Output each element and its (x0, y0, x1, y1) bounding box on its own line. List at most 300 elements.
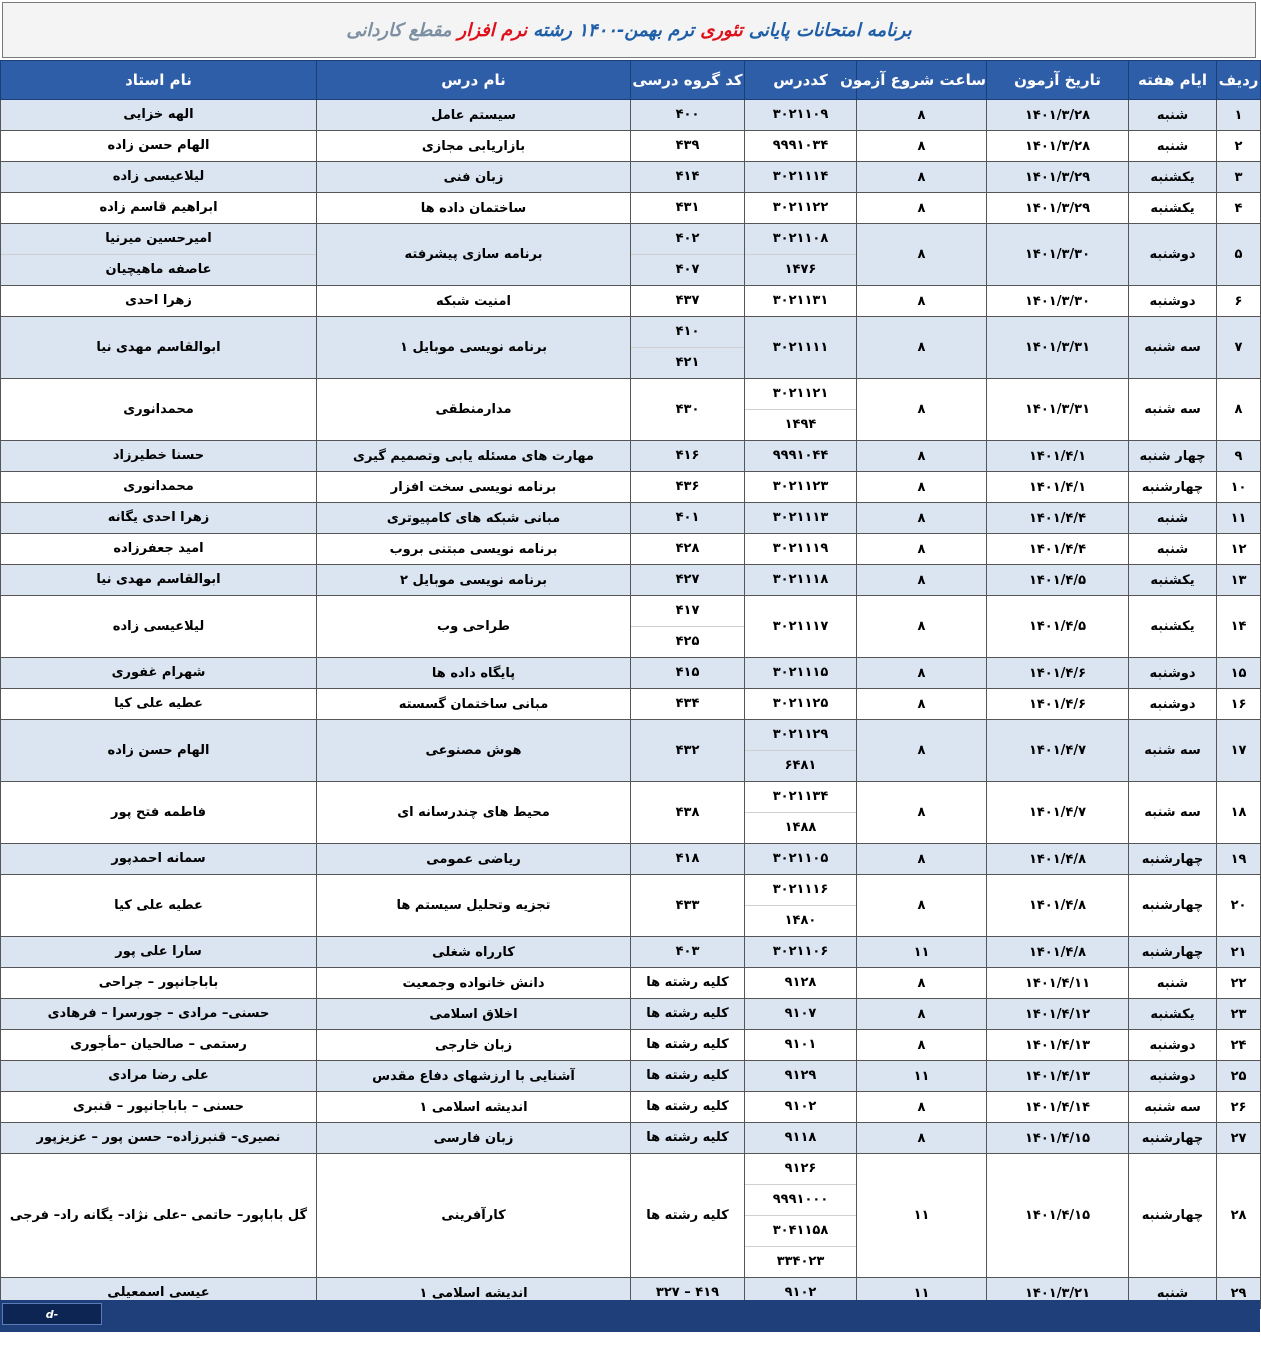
cell-row-number: ۲۲ (1217, 968, 1261, 999)
cell-course-name: بازاریابی مجازی (317, 131, 631, 162)
cell-course-name: طراحی وب (317, 596, 631, 658)
cell-course-code (745, 720, 857, 782)
cell-exam-date: ۱۴۰۱/۴/۵ (987, 565, 1129, 596)
cell-weekday: دوشنبه (1129, 224, 1217, 286)
cell-course-name: سیستم عامل (317, 100, 631, 131)
cell-course-code (745, 968, 857, 999)
cell-start-time: ۸ (857, 689, 987, 720)
cell-weekday: شنبه (1129, 1278, 1217, 1309)
cell-course-code (745, 1030, 857, 1061)
cell-course-code (745, 503, 857, 534)
cell-group-code (631, 968, 745, 999)
cell-professor-value: شهرام غفوری (111, 665, 206, 680)
cell-row-number: ۲۳ (1217, 999, 1261, 1030)
table-row (1, 193, 1261, 224)
cell-course-code-value: ۹۱۲۸ (784, 975, 817, 990)
cell-course-code-value: ۳۰۲۱۱۲۹ (745, 720, 856, 751)
cell-row-number: ۲ (1217, 131, 1261, 162)
cell-course-code (745, 658, 857, 689)
cell-course-code-value: ۱۴۹۴ (784, 417, 817, 432)
cell-group-code (631, 100, 745, 131)
cell-row-number: ۱۶ (1217, 689, 1261, 720)
cell-course-code (745, 999, 857, 1030)
cell-course-code-value: ۳۰۲۱۱۰۹ (772, 107, 829, 122)
cell-group-code-value: ۴۳۰ (675, 401, 700, 417)
cell-exam-date: ۱۴۰۱/۴/۱ (987, 441, 1129, 472)
cell-professor-value: ابراهیم قاسم زاده (99, 200, 218, 215)
cell-start-time: ۱۱ (857, 937, 987, 968)
cell-group-code (631, 1154, 745, 1278)
cell-row-number: ۲۷ (1217, 1123, 1261, 1154)
cell-professor (1, 224, 317, 286)
cell-professor (1, 968, 317, 999)
cell-exam-date: ۱۴۰۱/۳/۳۰ (987, 224, 1129, 286)
cell-group-code (631, 565, 745, 596)
cell-course-code (745, 844, 857, 875)
cell-row-number: ۱۴ (1217, 596, 1261, 658)
cell-start-time: ۸ (857, 720, 987, 782)
cell-course-name: برنامه سازی پیشرفته (317, 224, 631, 286)
cell-course-code (745, 937, 857, 968)
cell-course-name: ساختمان داده ها (317, 193, 631, 224)
table-row (1, 162, 1261, 193)
cell-group-code-value: ۴۲۵ (675, 634, 700, 649)
cell-group-code (631, 534, 745, 565)
cell-course-code-value: ۳۰۲۱۱۰۸ (745, 224, 856, 255)
table-row (1, 534, 1261, 565)
table-row (1, 875, 1261, 937)
cell-exam-date: ۱۴۰۱/۴/۱۲ (987, 999, 1129, 1030)
cell-group-code (631, 596, 745, 658)
cell-course-code (745, 100, 857, 131)
cell-course-code-value: ۹۱۰۱ (784, 1037, 817, 1052)
cell-course-name: امنیت شبکه (317, 286, 631, 317)
cell-group-code (631, 1061, 745, 1092)
cell-row-number: ۱۵ (1217, 658, 1261, 689)
cell-professor (1, 472, 317, 503)
cell-course-code (745, 224, 857, 286)
cell-weekday: چهارشنبه (1129, 844, 1217, 875)
cell-row-number: ۴ (1217, 193, 1261, 224)
cell-professor-value: رستمی – صالحیان –مأجوری (70, 1037, 247, 1052)
cell-professor-value: محمدانوری (123, 401, 194, 417)
exam-schedule-table (0, 60, 1261, 1309)
title-part-3: ترم بهمن-۱۴۰۰ رشته (533, 19, 695, 41)
cell-group-code (631, 286, 745, 317)
cell-row-number: ۱۱ (1217, 503, 1261, 534)
table-row (1, 472, 1261, 503)
cell-professor (1, 131, 317, 162)
cell-exam-date: ۱۴۰۱/۳/۲۹ (987, 162, 1129, 193)
cell-group-code (631, 937, 745, 968)
table-row (1, 596, 1261, 658)
cell-group-code (631, 224, 745, 286)
cell-course-name: کارآفرینی (317, 1154, 631, 1278)
cell-exam-date: ۱۴۰۱/۴/۵ (987, 596, 1129, 658)
table-row (1, 999, 1261, 1030)
table-row (1, 844, 1261, 875)
cell-row-number: ۱۳ (1217, 565, 1261, 596)
cell-professor-value: عطیه علی کیا (114, 897, 203, 913)
cell-professor-value: سمانه احمدپور (111, 851, 206, 866)
cell-group-code-value: ۴۰۰ (675, 107, 700, 122)
cell-group-code-value: کلیه رشته ها (646, 1006, 729, 1021)
cell-start-time: ۸ (857, 782, 987, 844)
cell-professor (1, 317, 317, 379)
cell-professor-value: الهه خزایی (123, 107, 194, 122)
cell-course-name: مهارت های مسئله یابی وتصمیم گیری (317, 441, 631, 472)
cell-professor-value: الهام حسن زاده (107, 138, 210, 153)
cell-professor-value: ابوالقاسم مهدی نیا (96, 572, 221, 587)
cell-weekday: سه شنبه (1129, 720, 1217, 782)
cell-group-code-value: ۴۱۴ (675, 169, 700, 184)
cell-group-code-value: کلیه رشته ها (646, 1099, 729, 1114)
cell-weekday: شنبه (1129, 534, 1217, 565)
cell-course-code-value: ۳۰۲۱۱۳۴ (745, 782, 856, 813)
header-professor: نام استاد (1, 61, 317, 100)
cell-professor-value: سارا علی پور (115, 944, 202, 959)
cell-course-code (745, 317, 857, 379)
cell-professor-value: عیسی اسمعیلی (107, 1285, 210, 1300)
cell-course-name: مبانی شبکه های کامپیوتری (317, 503, 631, 534)
footer-site-badge[interactable]: d-babol.nus.ac.ir (2, 1303, 102, 1325)
title-part-1: برنامه امتحانات پایانی (748, 19, 912, 41)
cell-weekday: دوشنبه (1129, 658, 1217, 689)
cell-group-code (631, 472, 745, 503)
cell-row-number: ۱۲ (1217, 534, 1261, 565)
cell-start-time: ۸ (857, 317, 987, 379)
cell-group-code (631, 317, 745, 379)
header-row (1, 61, 1261, 100)
table-row (1, 1061, 1261, 1092)
cell-exam-date: ۱۴۰۱/۴/۶ (987, 689, 1129, 720)
cell-group-code-value: ۴۳۱ (675, 200, 700, 215)
cell-start-time: ۸ (857, 968, 987, 999)
cell-exam-date: ۱۴۰۱/۴/۱۵ (987, 1123, 1129, 1154)
header-weekday: ایام هفته (1129, 61, 1217, 100)
cell-course-code (745, 565, 857, 596)
cell-course-code-value: ۹۱۰۲ (784, 1099, 817, 1114)
cell-weekday: شنبه (1129, 100, 1217, 131)
cell-course-code (745, 689, 857, 720)
cell-group-code-value: ۴۰۱ (675, 510, 700, 525)
cell-row-number: ۱ (1217, 100, 1261, 131)
cell-professor-value: عطیه علی کیا (114, 696, 203, 711)
cell-row-number: ۱۹ (1217, 844, 1261, 875)
cell-course-name: برنامه نویسی موبایل ۱ (317, 317, 631, 379)
cell-professor (1, 100, 317, 131)
cell-course-code (745, 193, 857, 224)
cell-professor-value: لیلاعیسی زاده (112, 618, 205, 634)
cell-row-number: ۹ (1217, 441, 1261, 472)
cell-professor-value: فاطمه فتح پور (111, 804, 206, 820)
cell-group-code-value: ۴۳۷ (675, 293, 700, 308)
cell-row-number: ۱۰ (1217, 472, 1261, 503)
cell-weekday: چهارشنبه (1129, 937, 1217, 968)
cell-course-name: آشنایی با ارزشهای دفاع مقدس (317, 1061, 631, 1092)
cell-exam-date: ۱۴۰۱/۳/۲۹ (987, 193, 1129, 224)
header-row-number: ردیف (1217, 61, 1261, 100)
cell-exam-date: ۱۴۰۱/۴/۴ (987, 534, 1129, 565)
cell-weekday: یکشنبه (1129, 999, 1217, 1030)
cell-professor (1, 1092, 317, 1123)
cell-start-time: ۸ (857, 472, 987, 503)
cell-weekday: دوشنبه (1129, 286, 1217, 317)
cell-weekday: یکشنبه (1129, 193, 1217, 224)
cell-group-code-value: ۴۲۷ (675, 572, 700, 587)
table-row (1, 782, 1261, 844)
cell-row-number: ۲۸ (1217, 1154, 1261, 1278)
cell-group-code-value: ۴۱۸ (675, 851, 700, 866)
table-row (1, 968, 1261, 999)
cell-professor (1, 1061, 317, 1092)
cell-course-name: پایگاه داده ها (317, 658, 631, 689)
cell-weekday: چهارشنبه (1129, 472, 1217, 503)
cell-row-number: ۷ (1217, 317, 1261, 379)
cell-start-time: ۸ (857, 596, 987, 658)
cell-course-name: اندیشه اسلامی ۱ (317, 1092, 631, 1123)
cell-weekday: دوشنبه (1129, 1030, 1217, 1061)
cell-group-code-value: کلیه رشته ها (646, 1068, 729, 1083)
cell-weekday: سه شنبه (1129, 317, 1217, 379)
cell-group-code-value: ۴۳۳ (675, 897, 700, 913)
cell-course-code (745, 596, 857, 658)
cell-exam-date: ۱۴۰۱/۴/۴ (987, 503, 1129, 534)
cell-professor (1, 1154, 317, 1278)
cell-course-code-value: ۹۱۱۸ (784, 1130, 817, 1145)
cell-group-code (631, 875, 745, 937)
cell-exam-date: ۱۴۰۱/۴/۸ (987, 875, 1129, 937)
cell-start-time: ۸ (857, 503, 987, 534)
cell-group-code (631, 689, 745, 720)
cell-professor (1, 689, 317, 720)
cell-course-code-value: ۳۰۲۱۱۲۵ (772, 696, 829, 711)
cell-weekday: چهارشنبه (1129, 1154, 1217, 1278)
cell-course-code (745, 1123, 857, 1154)
cell-group-code (631, 441, 745, 472)
cell-course-code-value: ۹۱۰۲ (784, 1285, 817, 1300)
cell-start-time: ۸ (857, 1030, 987, 1061)
cell-weekday: یکشنبه (1129, 596, 1217, 658)
cell-course-code-value: ۹۹۹۱۰۴۴ (772, 448, 829, 463)
cell-group-code-value: ۴۱۵ (675, 665, 700, 680)
cell-group-code-value: ۴۱۶ (675, 448, 700, 463)
cell-group-code (631, 1123, 745, 1154)
cell-start-time: ۸ (857, 131, 987, 162)
cell-exam-date: ۱۴۰۱/۳/۲۱ (987, 1278, 1129, 1309)
cell-course-code-value: ۳۰۲۱۱۳۱ (772, 293, 829, 308)
cell-course-code-value: ۳۰۲۱۱۰۵ (772, 851, 829, 866)
cell-course-code (745, 441, 857, 472)
cell-start-time: ۸ (857, 1092, 987, 1123)
cell-course-code-value: ۳۰۲۱۱۱۷ (772, 618, 829, 634)
cell-group-code (631, 999, 745, 1030)
cell-course-code-value: ۳۰۲۱۱۲۱ (745, 379, 856, 410)
cell-course-code-value: ۱۴۷۶ (784, 262, 817, 277)
cell-course-name: تجزیه وتحلیل سیستم ها (317, 875, 631, 937)
cell-row-number: ۲۱ (1217, 937, 1261, 968)
cell-group-code-value: ۴۳۶ (675, 479, 700, 494)
cell-start-time: ۸ (857, 379, 987, 441)
cell-course-code-value: ۳۰۴۱۱۵۸ (745, 1216, 856, 1247)
cell-course-code-value: ۳۰۲۱۱۱۹ (772, 541, 829, 556)
cell-group-code (631, 720, 745, 782)
cell-exam-date: ۱۴۰۱/۴/۱۳ (987, 1030, 1129, 1061)
cell-group-code (631, 162, 745, 193)
cell-professor (1, 844, 317, 875)
cell-professor (1, 286, 317, 317)
cell-group-code-value: ۴۰۲ (631, 224, 744, 255)
cell-exam-date: ۱۴۰۱/۴/۷ (987, 782, 1129, 844)
footer-bar (0, 1300, 1260, 1332)
cell-professor-value: باباجانپور – جراحی (98, 975, 219, 990)
cell-row-number: ۸ (1217, 379, 1261, 441)
cell-start-time: ۸ (857, 224, 987, 286)
cell-professor-value: حسنی– مرادی – جورسرا – فرهادی (47, 1006, 270, 1021)
cell-professor (1, 534, 317, 565)
cell-course-name: مدارمنطقی (317, 379, 631, 441)
table-row (1, 224, 1261, 286)
cell-group-code-value: کلیه رشته ها (646, 975, 729, 990)
cell-professor-value: زهرا احدی یگانه (107, 510, 210, 525)
cell-course-code (745, 286, 857, 317)
cell-row-number: ۱۷ (1217, 720, 1261, 782)
cell-course-name: دانش خانواده وجمعیت (317, 968, 631, 999)
cell-row-number: ۲۶ (1217, 1092, 1261, 1123)
cell-professor (1, 937, 317, 968)
cell-exam-date: ۱۴۰۱/۴/۱ (987, 472, 1129, 503)
header-exam-date: تاریخ آزمون (987, 61, 1129, 100)
cell-professor (1, 596, 317, 658)
cell-start-time: ۸ (857, 658, 987, 689)
cell-group-code-value: ۴۱۰ (631, 317, 744, 348)
cell-weekday: چهارشنبه (1129, 1123, 1217, 1154)
cell-course-name: برنامه نویسی سخت افزار (317, 472, 631, 503)
cell-course-code (745, 1154, 857, 1278)
cell-start-time: ۸ (857, 162, 987, 193)
cell-group-code-value: ۴۱۷ (631, 596, 744, 627)
cell-professor-value: حسنی – باباجانپور – قنبری (73, 1099, 244, 1114)
cell-group-code-value: کلیه رشته ها (646, 1207, 729, 1223)
cell-exam-date: ۱۴۰۱/۴/۱۴ (987, 1092, 1129, 1123)
cell-course-code (745, 1092, 857, 1123)
cell-professor-value: ابوالقاسم مهدی نیا (96, 339, 221, 355)
cell-group-code-value: ۴۳۸ (675, 804, 700, 820)
cell-professor-value: امیرحسین میرنیا (1, 224, 316, 255)
cell-exam-date: ۱۴۰۱/۴/۸ (987, 937, 1129, 968)
cell-start-time: ۸ (857, 565, 987, 596)
cell-course-code-value: ۳۰۲۱۱۱۴ (772, 169, 829, 184)
cell-professor-value: امید جعفرزاده (113, 541, 204, 556)
cell-professor-value: نصیری– قنبرزاده– حسن پور – عزیزپور (36, 1130, 281, 1145)
cell-exam-date: ۱۴۰۱/۳/۳۱ (987, 379, 1129, 441)
cell-course-name: محیط های چندرسانه ای (317, 782, 631, 844)
cell-start-time: ۸ (857, 999, 987, 1030)
cell-course-code-value: ۱۴۸۸ (784, 820, 817, 835)
table-row (1, 441, 1261, 472)
cell-professor (1, 720, 317, 782)
cell-professor (1, 441, 317, 472)
cell-group-code (631, 193, 745, 224)
cell-group-code-value: ۴۲۸ (675, 541, 700, 556)
cell-course-code-value: ۳۰۲۱۱۲۳ (772, 479, 829, 494)
table-row (1, 1123, 1261, 1154)
header-course-name: نام درس (317, 61, 631, 100)
cell-course-code-value: ۹۹۹۱۰۳۴ (772, 138, 829, 153)
table-row (1, 286, 1261, 317)
cell-start-time: ۱۱ (857, 1061, 987, 1092)
cell-row-number: ۲۰ (1217, 875, 1261, 937)
cell-group-code-value: ۴۱۹ – ۳۲۷ (655, 1285, 720, 1300)
cell-course-code (745, 379, 857, 441)
cell-weekday: یکشنبه (1129, 565, 1217, 596)
table-row (1, 131, 1261, 162)
cell-group-code (631, 782, 745, 844)
cell-exam-date: ۱۴۰۱/۳/۳۱ (987, 317, 1129, 379)
cell-weekday: یکشنبه (1129, 162, 1217, 193)
cell-group-code (631, 1030, 745, 1061)
cell-start-time: ۸ (857, 875, 987, 937)
cell-professor (1, 565, 317, 596)
cell-course-code-value: ۱۴۸۰ (784, 913, 817, 928)
cell-group-code (631, 1092, 745, 1123)
cell-course-code-value: ۹۱۲۹ (784, 1068, 817, 1083)
cell-row-number: ۱۸ (1217, 782, 1261, 844)
cell-course-name: اخلاق اسلامی (317, 999, 631, 1030)
cell-course-code (745, 1061, 857, 1092)
table-row (1, 658, 1261, 689)
cell-course-code-value: ۳۰۲۱۱۱۳ (772, 510, 829, 525)
cell-professor (1, 379, 317, 441)
table-row (1, 1030, 1261, 1061)
cell-professor-value: الهام حسن زاده (107, 742, 210, 758)
cell-course-name: اندیشه اسلامی ۱ (317, 1278, 631, 1309)
cell-group-code-value: ۴۲۱ (675, 355, 700, 370)
table-row (1, 689, 1261, 720)
cell-professor (1, 658, 317, 689)
cell-group-code (631, 379, 745, 441)
cell-course-code-value: ۹۱۲۶ (745, 1154, 856, 1185)
cell-course-code-value: ۶۴۸۱ (784, 758, 817, 773)
cell-professor (1, 162, 317, 193)
cell-professor-value: علی رضا مرادی (108, 1068, 209, 1083)
table-row (1, 1154, 1261, 1278)
table-row (1, 379, 1261, 441)
cell-weekday: شنبه (1129, 503, 1217, 534)
cell-course-name: برنامه نویسی موبایل ۲ (317, 565, 631, 596)
cell-course-code-value: ۹۱۰۷ (784, 1006, 817, 1021)
cell-weekday: سه شنبه (1129, 782, 1217, 844)
cell-exam-date: ۱۴۰۱/۴/۸ (987, 844, 1129, 875)
cell-course-name: زبان خارجی (317, 1030, 631, 1061)
cell-exam-date: ۱۴۰۱/۴/۱۱ (987, 968, 1129, 999)
cell-weekday: سه شنبه (1129, 379, 1217, 441)
cell-course-name: هوش مصنوعی (317, 720, 631, 782)
cell-exam-date: ۱۴۰۱/۴/۷ (987, 720, 1129, 782)
title-part-2: تئوری (700, 19, 743, 41)
cell-weekday: سه شنبه (1129, 1092, 1217, 1123)
cell-exam-date: ۱۴۰۱/۴/۱۳ (987, 1061, 1129, 1092)
cell-exam-date: ۱۴۰۱/۳/۳۰ (987, 286, 1129, 317)
cell-row-number: ۲۴ (1217, 1030, 1261, 1061)
cell-course-code-value: ۳۰۲۱۱۱۱ (772, 339, 829, 355)
cell-weekday: شنبه (1129, 131, 1217, 162)
table-row (1, 565, 1261, 596)
cell-start-time: ۸ (857, 100, 987, 131)
cell-course-code-value: ۹۹۹۱۰۰۰ (745, 1185, 856, 1216)
cell-professor (1, 782, 317, 844)
cell-course-name: کارراه شغلی (317, 937, 631, 968)
